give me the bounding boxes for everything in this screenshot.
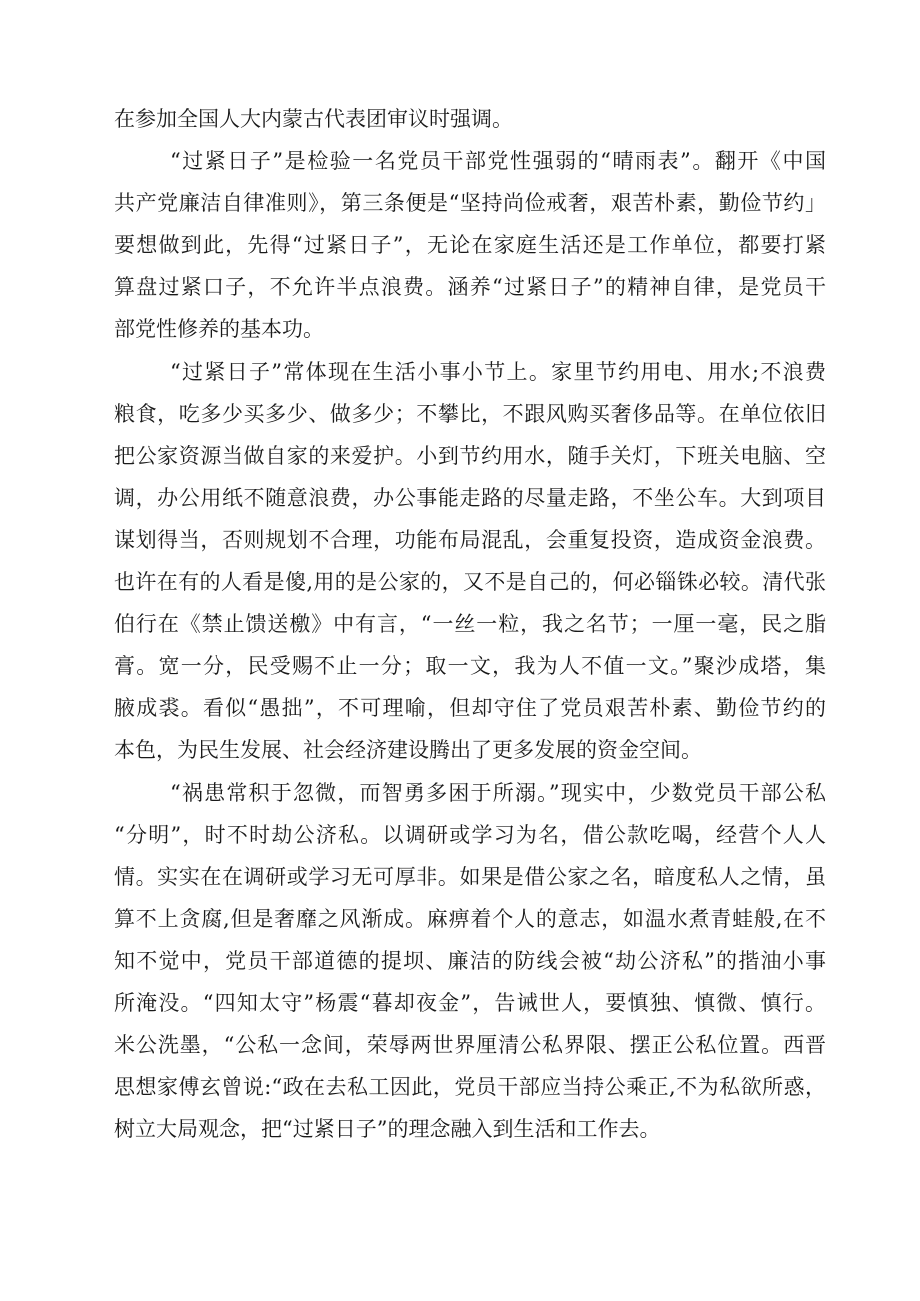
paragraph bbox=[114, 98, 826, 140]
text-line: 算不上贪腐,但是奢靡之风渐成。麻痹着个人的意志，如温水煮青蛙般,在不 bbox=[114, 906, 826, 931]
text-line: 算盘过紧口子，不允许半点浪费。涵养“过紧日子”的精神自律，是党员干 bbox=[114, 275, 826, 300]
text-line: 米公洗墨，“公私一念间，荣辱两世界厘清公私界限、摆正公私位置。西晋 bbox=[114, 1033, 826, 1058]
text-line: 把公家资源当做自家的来爱护。小到节约用水，随手关灯，下班关电脑、空 bbox=[114, 443, 826, 468]
text-line: 调，办公用纸不随意浪费，办公事能走路的尽量走路，不坐公车。大到项目 bbox=[114, 485, 826, 510]
text-line: 腋成裘。看似“愚拙”，不可理喻，但却守住了党员艰苦朴素、勤俭节约的 bbox=[114, 696, 826, 721]
text-line: 要想做到此，先得“过紧日子”，无论在家庭生活还是工作单位，都要打紧 bbox=[114, 233, 826, 258]
text-line: 伯行在《禁止馈送檄》中有言，“一丝一粒，我之名节；一厘一毫，民之脂 bbox=[114, 612, 826, 637]
text-line: 树立大局观念，把“过紧日子”的理念融入到生活和工作去。 bbox=[114, 1117, 661, 1142]
text-line: 所淹没。“四知太守”杨震“暮却夜金”，告诫世人，要慎独、慎微、慎行。 bbox=[114, 990, 826, 1015]
text-line: 本色，为民生发展、社会经济建设腾出了更多发展的资金空间。 bbox=[114, 738, 702, 763]
text-line: 谋划得当，否则规划不合理，功能布局混乱，会重复投资，造成资金浪费。 bbox=[114, 527, 826, 552]
text-line: 共产党廉洁自律准则》，第三条便是“坚持尚俭戒奢，艰苦朴素，勤俭节约」 bbox=[114, 191, 826, 216]
paragraph bbox=[114, 772, 826, 1151]
text-line: 思想家傅玄曾说:“政在去私工因此，党员干部应当持公乘正,不为私欲所惑， bbox=[114, 1075, 826, 1100]
text-line: 膏。宽一分，民受赐不止一分；取一文，我为人不值一文。”聚沙成塔，集 bbox=[114, 654, 826, 679]
text-line: 粮食，吃多少买多少、做多少；不攀比，不跟风购买奢侈品等。在单位依旧 bbox=[114, 401, 826, 426]
text-line: 知不觉中，党员干部道德的提坝、廉洁的防线会被“劫公济私”的揩油小事 bbox=[114, 948, 826, 973]
text-line: 部党性修养的基本功。 bbox=[114, 317, 324, 342]
paragraph bbox=[114, 140, 826, 350]
text-line: “分明”，时不时劫公济私。以调研或学习为名，借公款吃喝，经营个人人 bbox=[114, 822, 826, 847]
text-line: “祸患常积于忽微，而智勇多困于所溺。”现实中，少数党员干部公私 bbox=[170, 780, 826, 805]
document-body bbox=[114, 98, 826, 1150]
paragraph bbox=[114, 351, 826, 772]
text-line: 情。实实在在调研或学习无可厚非。如果是借公家之名，暗度私人之情，虽 bbox=[114, 864, 826, 889]
text-line: 也许在有的人看是傻,用的是公家的，又不是自己的，何必锱铢必较。清代张 bbox=[114, 570, 826, 595]
text-line: “过紧日子”是检验一名党员干部党性强弱的“晴雨表”。翻开《中国 bbox=[170, 149, 826, 174]
text-line: “过紧日子”常体现在生活小事小节上。家里节约用电、用水;不浪费 bbox=[170, 359, 826, 384]
text-line: 在参加全国人大内蒙古代表团审议时强调。 bbox=[114, 107, 513, 131]
